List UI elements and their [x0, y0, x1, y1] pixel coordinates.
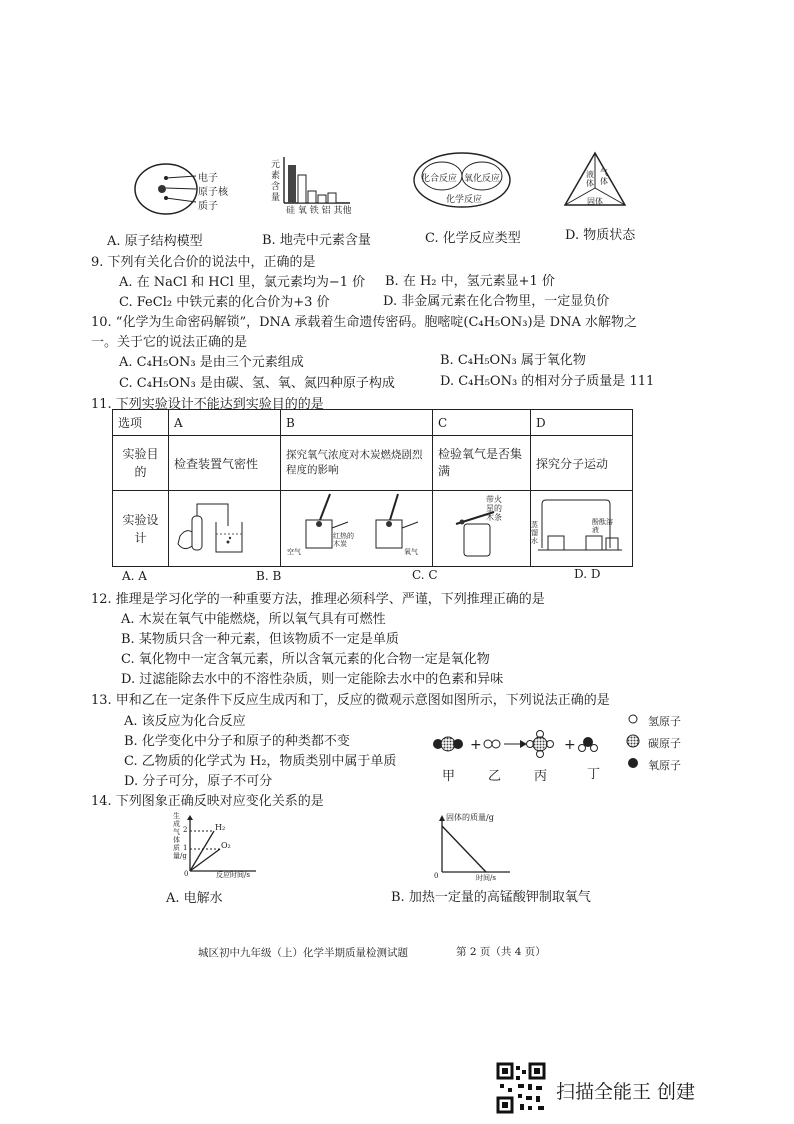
label-jia: 甲	[442, 769, 456, 784]
page-footer-page-number: 第 2 页（共 4 页）	[456, 946, 546, 958]
q10-option-b: B. C₄H₅ON₃ 属于氧化物	[440, 353, 586, 368]
q11-option-c: C. C	[412, 568, 438, 582]
q14-option-b: B. 加热一定量的高锰酸钾制取氧气	[391, 890, 591, 905]
q9-option-b: B. 在 H₂ 中，氢元素显+1 价	[385, 274, 555, 289]
airtightness-apparatus-figure	[172, 496, 252, 560]
q12-stem: 12. 推理是学习化学的一种重要方法，推理必须科学、严谨，下列推理正确的是	[91, 592, 545, 607]
q10-option-a: A. C₄H₅ON₃ 是由三个元素组成	[119, 355, 304, 370]
q8-option-b: B. 地壳中元素含量	[262, 233, 371, 248]
svg-text:+: +	[470, 737, 482, 753]
atom-label-electron: 电子	[198, 173, 218, 184]
reaction-label-chemical: 化学反应	[446, 195, 483, 205]
q14a-tick-2: 2	[183, 826, 188, 834]
q14a-h2-label: H₂	[215, 823, 226, 832]
crust-chart-ylabel: 元素含量	[271, 160, 281, 203]
q10-option-d: D. C₄H₅ON₃ 的相对分子质量是 111	[440, 374, 655, 389]
q11-header-option: 选项	[113, 410, 169, 436]
q11d-label-phenolphthalein: 酚酞溶液	[592, 518, 613, 534]
q12-option-a: A. 木炭在氧气中能燃烧，所以氧气具有可燃性	[121, 612, 386, 627]
q13-option-a: A. 该反应为化合反应	[124, 714, 246, 729]
q10-stem-line1: 10. “化学为生命密码解锁”，DNA 承载着生命遗传密码。胞嘧啶(C₄H₅ON₃)是 DNA 水解物之	[91, 315, 637, 330]
q8-option-d: D. 物质状态	[565, 228, 636, 243]
q14a-tick-1: 1	[183, 844, 188, 852]
q11c-label-glowing-stick: 带火星的木条	[486, 495, 502, 522]
q13-option-b: B. 化学变化中分子和原子的种类都不变	[124, 734, 350, 749]
state-label-gas: 气体	[600, 168, 608, 186]
q13-option-d: D. 分子可分，原子不可分	[124, 774, 273, 789]
page-footer-title: 城区初中九年级（上）化学半期质量检测试题	[198, 947, 408, 959]
q8-option-a: A. 原子结构模型	[107, 234, 203, 249]
q14a-ylabel: 生成气体质量/g	[173, 812, 187, 860]
scanner-watermark: 扫描全能王 创建	[556, 1081, 696, 1103]
q9-option-d: D. 非金属元素在化合物里，一定显负价	[383, 294, 610, 309]
q14a-origin: 0	[184, 870, 189, 878]
q11-row-design-label: 实验设计	[113, 491, 169, 567]
state-label-liquid: 液体	[586, 170, 594, 188]
legend-hydrogen: 氢原子	[648, 715, 681, 728]
q11-option-d: D. D	[574, 567, 601, 581]
q14b-xlabel: 时间/s	[476, 874, 496, 882]
q11-stem: 11. 下列实验设计不能达到实验目的的是	[91, 397, 324, 412]
q11-row-purpose-label: 实验目的	[113, 436, 169, 491]
q11-purpose-a: 检查装置气密性	[169, 436, 281, 491]
q11b-label-oxygen: 氧气	[404, 548, 418, 556]
q11-header-b: B	[281, 410, 433, 436]
q14a-xlabel: 反应时间/s	[216, 871, 250, 879]
q11-purpose-b: 探究氧气浓度对木炭燃烧剧烈程度的影响	[281, 436, 433, 491]
atom-label-nucleus: 原子核	[198, 187, 228, 198]
state-label-solid: 固体	[587, 197, 603, 206]
reaction-label-combination: 化合反应	[421, 174, 458, 184]
q9-stem: 9. 下列有关化合价的说法中，正确的是	[91, 255, 316, 270]
q11-purpose-d: 探究分子运动	[531, 436, 633, 491]
q11-header-a: A	[169, 410, 281, 436]
q14-stem: 14. 下列图象正确反映对应变化关系的是	[91, 794, 324, 809]
q14-option-a: A. 电解水	[166, 891, 223, 906]
q8-option-c: C. 化学反应类型	[425, 231, 521, 246]
q13-stem: 13. 甲和乙在一定条件下反应生成丙和丁，反应的微观示意图如图所示，下列说法正确的是	[91, 693, 610, 708]
label-bing: 丙	[534, 769, 548, 784]
q12-option-d: D. 过滤能除去水中的不溶性杂质，则一定能除去水中的色素和异味	[121, 672, 504, 687]
q10-stem-line2: 一。关于它的说法正确的是	[91, 335, 248, 350]
qr-code-icon	[496, 1062, 546, 1114]
q12-option-c: C. 氧化物中一定含氧元素，所以含氧元素的化合物一定是氧化物	[121, 652, 490, 667]
q10-option-c: C. C₄H₅ON₃ 是由碳、氢、氧、氮四种原子构成	[119, 376, 395, 391]
q11-header-d: D	[531, 410, 633, 436]
legend-carbon: 碳原子	[648, 737, 681, 750]
reaction-label-oxidation: 氧化反应	[464, 174, 501, 184]
q11b-label-charcoal: 红热的木炭	[333, 532, 354, 548]
q11-option-b: B. B	[256, 569, 282, 583]
q11d-label-distilled-water: 蒸馏水	[531, 521, 538, 545]
q13-option-c: C. 乙物质的化学式为 H₂，物质类别中属于单质	[124, 754, 397, 769]
atom-legend-icons	[624, 712, 642, 774]
legend-oxygen: 氧原子	[648, 759, 681, 772]
q14a-o2-label: O₂	[221, 841, 231, 850]
q12-option-b: B. 某物质只含一种元素，但该物质不一定是单质	[121, 632, 399, 647]
q9-option-a: A. 在 NaCl 和 HCl 里，氯元素均为−1 价	[119, 275, 366, 290]
label-ding: 丁	[587, 767, 601, 782]
q14b-ylabel: 固体的质量/g	[446, 813, 494, 822]
svg-text:+: +	[564, 737, 576, 753]
kmno4-heating-graph	[434, 814, 514, 880]
crust-bar-chart	[282, 155, 352, 207]
atom-label-proton: 质子	[198, 201, 218, 212]
q14b-origin: 0	[434, 872, 439, 880]
q11-purpose-c: 检验氧气是否集满	[433, 436, 531, 491]
q11-header-c: C	[433, 410, 531, 436]
crust-chart-xlabels: 硅 氧 铁 铝 其他	[286, 206, 352, 216]
q11-option-a: A. A	[122, 569, 147, 583]
q9-option-c: C. FeCl₂ 中铁元素的化合价为+3 价	[119, 295, 330, 310]
q11b-label-air: 空气	[287, 548, 301, 556]
reaction-micro-diagram	[428, 728, 618, 760]
label-yi: 乙	[488, 769, 502, 784]
